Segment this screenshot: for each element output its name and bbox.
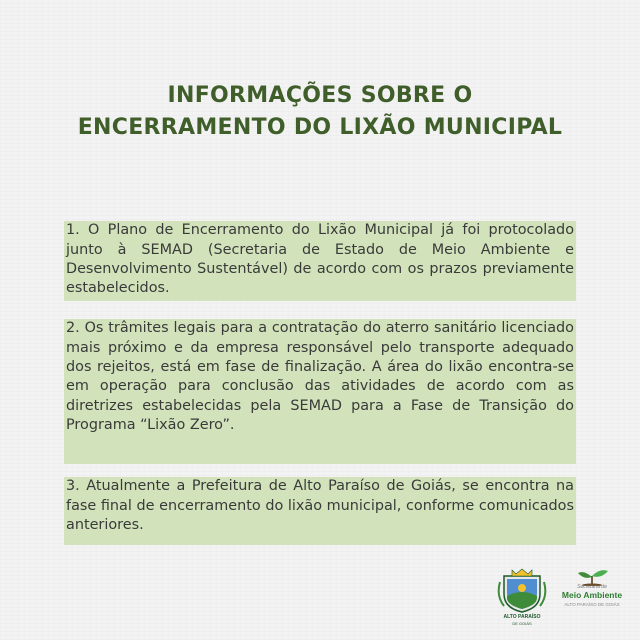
environment-logo-name: Meio Ambiente xyxy=(561,590,623,600)
info-item-2: 2. Os trâmites legais para a contratação do aterro sanitário licenciado mais próximo e da empresa responsável pelo transporte adequado dos rejeitos, está em fase de finalização. A área do lixão encontra-se em operação para conclusão das atividades de acordo com as diretrizes estabelecidas pela SEMAD para a Fase de Transição do Programa “Lixão Zero”. xyxy=(64,319,576,464)
municipality-state: DE GOIÁS xyxy=(512,621,532,626)
municipality-name: ALTO PARAÍSO xyxy=(503,614,541,620)
environment-logo-city: ALTO PARAÍSO DE GOIÁS xyxy=(564,602,620,607)
title-line-2: ENCERRAMENTO DO LIXÃO MUNICIPAL xyxy=(77,115,563,140)
info-item-1: 1. O Plano de Encerramento do Lixão Municipal já foi protocolado junto à SEMAD (Secretaria de Estado de Meio Ambiente e Desenvolvimento Sustentável) de acordo com os prazos previamente estabelecidos. xyxy=(64,221,576,301)
environment-secretariat-logo xyxy=(558,568,626,630)
page-title xyxy=(40,80,600,144)
environment-logo-prefix: Secretaria de xyxy=(577,584,607,590)
title-line-1: INFORMAÇÕES SOBRE O xyxy=(167,83,473,108)
municipality-logo xyxy=(496,566,548,632)
info-item-3: 3. Atualmente a Prefeitura de Alto Paraíso de Goiás, se encontra na fase final de encerramento do lixão municipal, conforme comunicados anteriores. xyxy=(64,477,576,545)
coat-of-arms-icon xyxy=(496,566,548,614)
